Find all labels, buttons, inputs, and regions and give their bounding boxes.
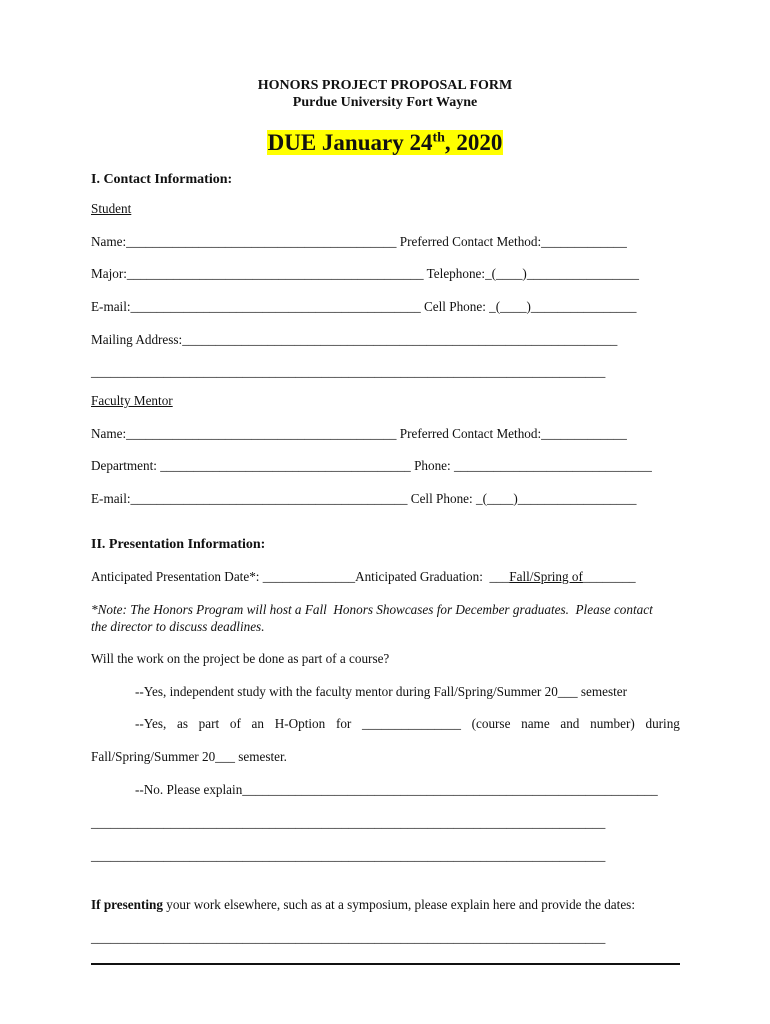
mentor-department-field[interactable]: Department: ______________________________________ Phone: ______________________________: [91, 458, 652, 473]
option-h-option[interactable]: [135, 716, 680, 732]
h-option-word: and: [560, 716, 580, 731]
showcase-note: *Note: The Honors Program will host a Fall Honors Showcases for December graduates. Please contact: [91, 602, 653, 617]
h-option-word: as: [176, 716, 188, 731]
mentor-email-field[interactable]: E-mail:__________________________________________ Cell Phone: _(____)__________________: [91, 491, 637, 506]
course-question: Will the work on the project be done as part of a course?: [91, 651, 390, 666]
graduation-term-label: Fall/Spring of: [509, 569, 583, 584]
graduation-term-blank: ________: [582, 569, 636, 584]
h-option-word: (course: [471, 716, 511, 731]
presentation-date-field[interactable]: [91, 569, 636, 585]
mailing-address-field[interactable]: Mailing Address:__________________________________________________________________: [91, 332, 618, 347]
h-option-word: number): [590, 716, 635, 731]
elsewhere-prompt: [91, 897, 635, 913]
presentation-date-text: Anticipated Presentation Date*: ______________Anticipated Graduation: ___: [91, 569, 510, 584]
student-label: Student: [91, 201, 132, 216]
elsewhere-prompt-rest: your work elsewhere, such as at a symposium, please explain here and provide the dates:: [162, 897, 635, 912]
due-date-main: DUE January 24: [267, 130, 433, 155]
presentation-heading: II. Presentation Information:: [91, 537, 266, 552]
due-date-year: , 2020: [444, 130, 503, 155]
mentor-name-field[interactable]: Name:_________________________________________ Preferred Contact Method:_____________: [91, 426, 627, 441]
elsewhere-prompt-bold: If presenting: [91, 897, 163, 912]
bottom-rule: [91, 963, 680, 965]
option-h-option-cont: Fall/Spring/Summer 20___ semester.: [91, 749, 287, 764]
university-name: Purdue University Fort Wayne: [292, 95, 478, 110]
option-independent-study[interactable]: --Yes, independent study with the faculty mentor during Fall/Spring/Summer 20___ semester: [135, 684, 628, 699]
h-option-word: part: [198, 716, 220, 731]
explain-blank-line-2[interactable]: ______________________________________________________________________________: [91, 848, 606, 863]
explain-blank-line-1[interactable]: ______________________________________________________________________________: [91, 815, 606, 830]
h-option-word: _______________: [362, 716, 461, 731]
h-option-word: during: [645, 716, 680, 731]
due-date-sup: th: [432, 130, 445, 146]
form-title: HONORS PROJECT PROPOSAL FORM: [257, 78, 513, 93]
mailing-address-cont-field[interactable]: ______________________________________________________________________________: [91, 364, 606, 379]
h-option-word: an: [251, 716, 264, 731]
option-no-explain[interactable]: --No. Please explain_______________________________________________________________: [135, 782, 658, 797]
student-major-field[interactable]: Major:_____________________________________________ Telephone:_(____)_________________: [91, 266, 639, 281]
h-option-word: --Yes,: [135, 716, 167, 731]
due-date: [0, 130, 770, 156]
h-option-word: for: [335, 716, 352, 731]
h-option-word: name: [521, 716, 550, 731]
mentor-label: Faculty Mentor: [91, 393, 173, 408]
showcase-note-cont: the director to discuss deadlines.: [91, 619, 265, 634]
elsewhere-blank-line[interactable]: ______________________________________________________________________________: [91, 930, 606, 945]
h-option-word: H-Option: [274, 716, 326, 731]
student-email-field[interactable]: E-mail:____________________________________________ Cell Phone: _(____)________________: [91, 299, 637, 314]
h-option-word: of: [229, 716, 241, 731]
contact-heading: I. Contact Information:: [91, 172, 233, 187]
student-name-field[interactable]: Name:_________________________________________ Preferred Contact Method:_____________: [91, 234, 627, 249]
